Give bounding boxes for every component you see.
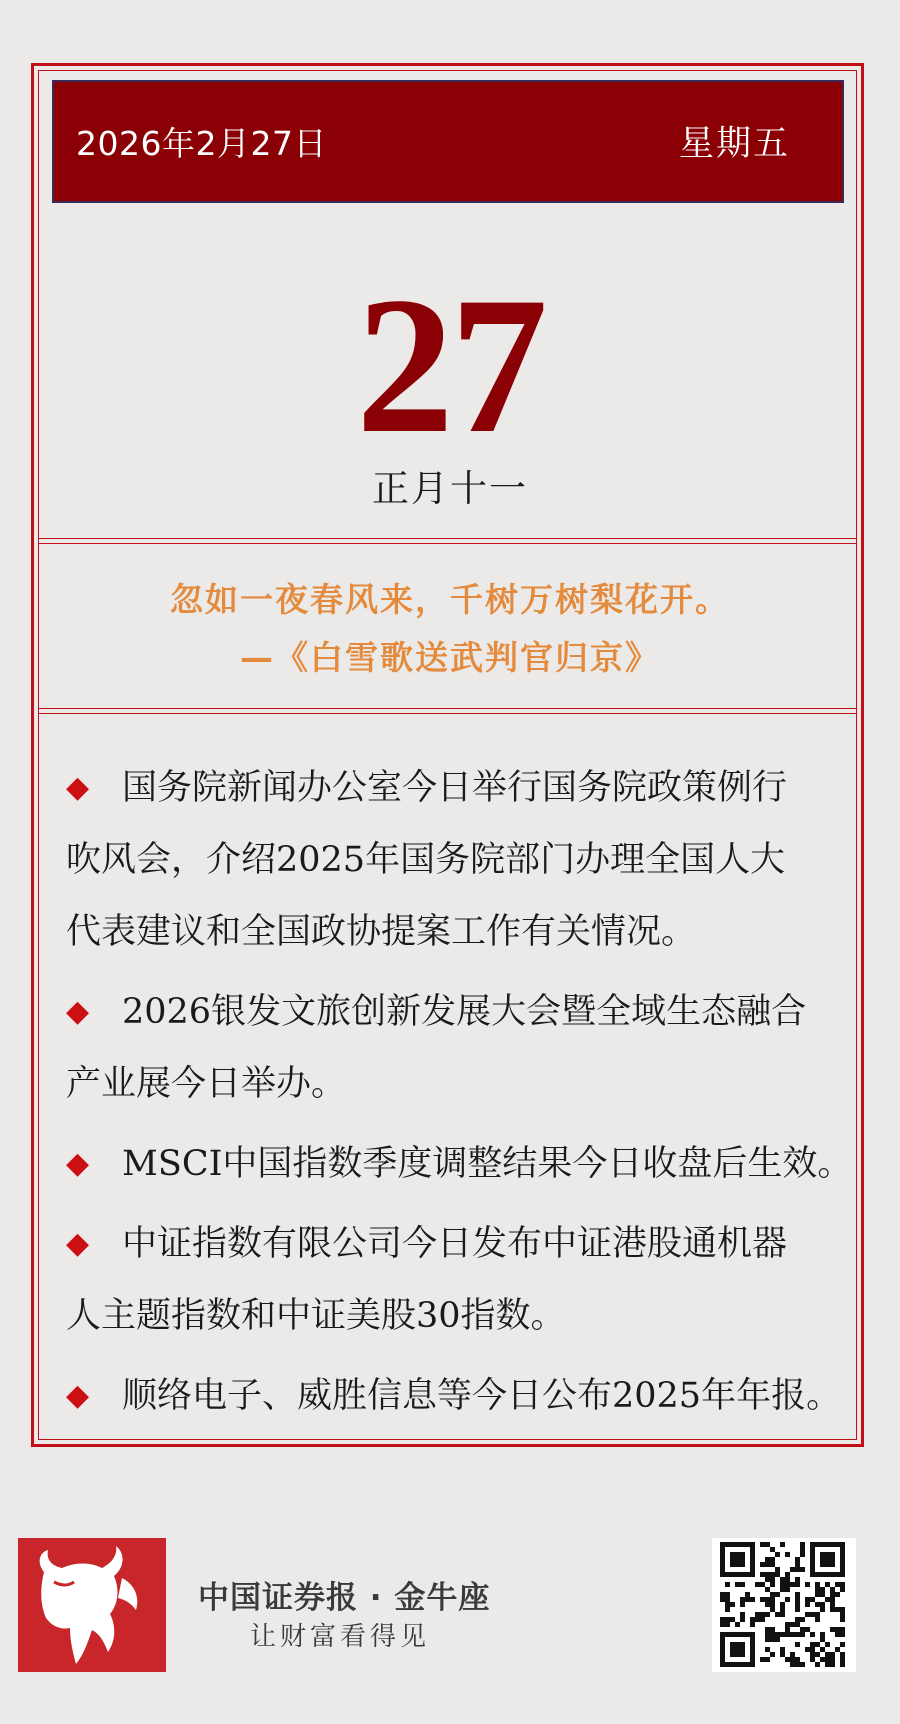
news-list [66,752,856,1440]
news-text: 顺络电子、威胜信息等今日公布2025年年报。 [122,1376,842,1416]
news-line [66,1280,856,1352]
news-item [66,752,856,968]
divider-top [38,538,857,544]
diamond-bullet-icon: ◆ [66,770,90,805]
news-line [66,824,856,896]
news-item [66,1360,856,1432]
news-item [66,976,856,1120]
brand-name: 中国证券报 · 金牛座 [198,1580,491,1616]
news-text: 人主题指数和中证美股30指数。 [66,1296,566,1336]
divider-bottom [38,708,857,714]
bull-logo-icon [18,1538,166,1672]
news-text: MSCI中国指数季度调整结果今日收盘后生效。 [122,1144,853,1184]
news-item [66,1208,856,1352]
news-text: 2026银发文旅创新发展大会暨全域生态融合 [122,992,807,1032]
news-line [66,752,856,824]
date-header [52,80,844,203]
news-line [66,1208,856,1280]
poem-source: —《白雪歌送武判官归京》 [240,638,660,677]
qr-code-icon [712,1538,856,1672]
news-line [66,1360,856,1432]
diamond-bullet-icon: ◆ [66,994,90,1029]
day-number: 27 [356,257,544,474]
news-text: 代表建议和全国政协提案工作有关情况。 [66,912,697,952]
news-line [66,1128,856,1200]
news-text: 中证指数有限公司今日发布中证港股通机器 [122,1224,788,1264]
lunar-date: 正月十一 [372,467,528,510]
news-item [66,1128,856,1200]
header-weekday: 星期五 [678,124,790,164]
news-line [66,1048,856,1120]
brand-slogan: 让财富看得见 [250,1622,431,1652]
poem-line: 忽如一夜春风来，千树万树梨花开。 [170,580,730,619]
diamond-bullet-icon: ◆ [66,1378,90,1413]
news-text: 产业展今日举办。 [66,1064,347,1104]
diamond-bullet-icon: ◆ [66,1146,90,1181]
diamond-bullet-icon: ◆ [66,1226,90,1261]
news-line [66,976,856,1048]
header-date: 2026年2月27日 [76,124,327,163]
news-text: 国务院新闻办公室今日举行国务院政策例行 [122,768,788,808]
news-line [66,896,856,968]
news-text: 吹风会，介绍2025年国务院部门办理全国人大 [66,840,786,880]
